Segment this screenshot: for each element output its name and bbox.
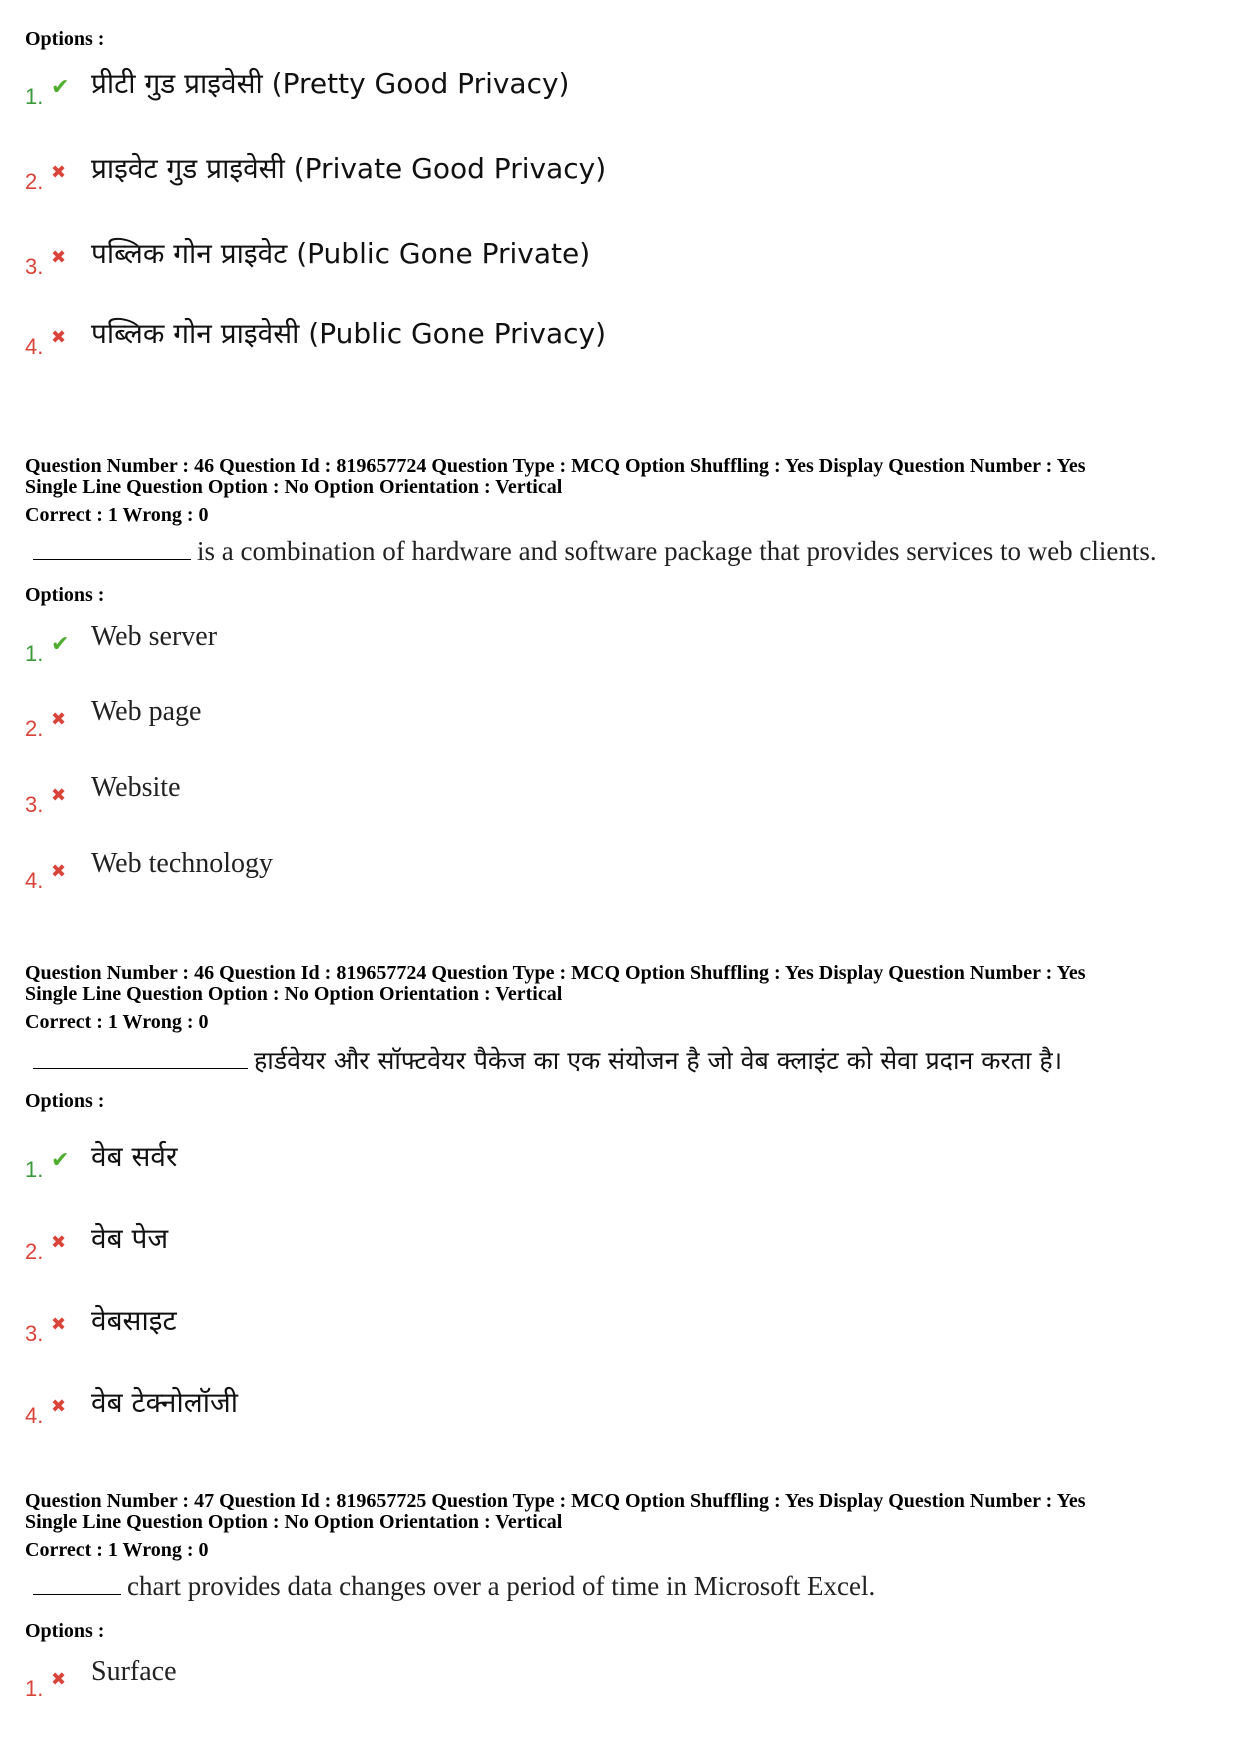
option-number: 4. <box>25 334 44 359</box>
option-text: वेब पेज <box>91 1222 169 1255</box>
cross-icon: ✖ <box>51 1396 67 1417</box>
option-text: पब्लिक गोन प्राइवेट (Public Gone Private) <box>91 237 591 270</box>
option-text: वेबसाइट <box>91 1304 177 1337</box>
question-meta-line1: Question Number : 47 Question Id : 819657725 Question Type : MCQ Option Shuffling : Yes Display Question Number : Yes <box>25 1490 1086 1512</box>
cross-icon: ✖ <box>51 709 67 730</box>
option-text: Web server <box>91 621 218 652</box>
question-meta-line2: Single Line Question Option : No Option Orientation : Vertical <box>25 1511 563 1533</box>
question-meta-line1: Question Number : 46 Question Id : 819657724 Question Type : MCQ Option Shuffling : Yes Display Question Number : Yes <box>25 455 1086 477</box>
cross-icon: ✖ <box>51 247 67 268</box>
options-label: Options : <box>25 584 105 606</box>
question-marks: Correct : 1 Wrong : 0 <box>25 1539 209 1561</box>
option-number: 2. <box>25 1239 44 1264</box>
cross-icon: ✖ <box>51 1314 67 1335</box>
option-text: वेब सर्वर <box>91 1140 178 1173</box>
option-number: 3. <box>25 254 44 279</box>
cross-icon: ✖ <box>51 1232 67 1253</box>
options-label: Options : <box>25 28 105 50</box>
option-text: पब्लिक गोन प्राइवेसी (Public Gone Privacy) <box>91 317 606 350</box>
option-number: 4. <box>25 1403 44 1428</box>
options-label: Options : <box>25 1090 105 1112</box>
check-icon: ✔ <box>51 632 70 657</box>
option-number: 1. <box>25 1157 44 1182</box>
option-number: 3. <box>25 792 44 817</box>
question-text: हार्डवेयर और सॉफ्टवेयर पैकेज का एक संयोजन है जो वेब क्लाइंट को सेवा प्रदान करता है। <box>33 1043 1062 1077</box>
option-number: 2. <box>25 716 44 741</box>
check-icon: ✔ <box>51 1148 70 1173</box>
question-marks: Correct : 1 Wrong : 0 <box>25 504 209 526</box>
answer-blank <box>33 1574 121 1595</box>
question-text: chart provides data changes over a period of time in Microsoft Excel. <box>33 1571 875 1602</box>
question-meta-line2: Single Line Question Option : No Option Orientation : Vertical <box>25 983 563 1005</box>
option-text: Web page <box>91 696 202 727</box>
option-text: वेब टेक्नोलॉजी <box>91 1386 238 1419</box>
option-number: 1. <box>25 1676 44 1701</box>
question-marks: Correct : 1 Wrong : 0 <box>25 1011 209 1033</box>
option-number: 4. <box>25 868 44 893</box>
cross-icon: ✖ <box>51 162 67 183</box>
option-number: 2. <box>25 169 44 194</box>
answer-blank <box>33 539 191 560</box>
option-number: 3. <box>25 1321 44 1346</box>
question-meta-line1: Question Number : 46 Question Id : 819657724 Question Type : MCQ Option Shuffling : Yes Display Question Number : Yes <box>25 962 1086 984</box>
option-text: Surface <box>91 1656 177 1687</box>
options-label: Options : <box>25 1620 105 1642</box>
cross-icon: ✖ <box>51 861 67 882</box>
option-text: Website <box>91 772 181 803</box>
check-icon: ✔ <box>51 75 70 100</box>
question-meta-line2: Single Line Question Option : No Option Orientation : Vertical <box>25 476 563 498</box>
option-number: 1. <box>25 641 44 666</box>
cross-icon: ✖ <box>51 1669 67 1690</box>
option-text: प्रीटी गुड प्राइवेसी (Pretty Good Privacy) <box>91 67 570 100</box>
cross-icon: ✖ <box>51 327 67 348</box>
option-text: प्राइवेट गुड प्राइवेसी (Private Good Privacy) <box>91 152 607 185</box>
option-text: Web technology <box>91 848 274 879</box>
question-text: is a combination of hardware and software package that provides services to web clients. <box>33 536 1157 567</box>
cross-icon: ✖ <box>51 785 67 806</box>
answer-blank <box>33 1048 248 1069</box>
option-number: 1. <box>25 84 44 109</box>
